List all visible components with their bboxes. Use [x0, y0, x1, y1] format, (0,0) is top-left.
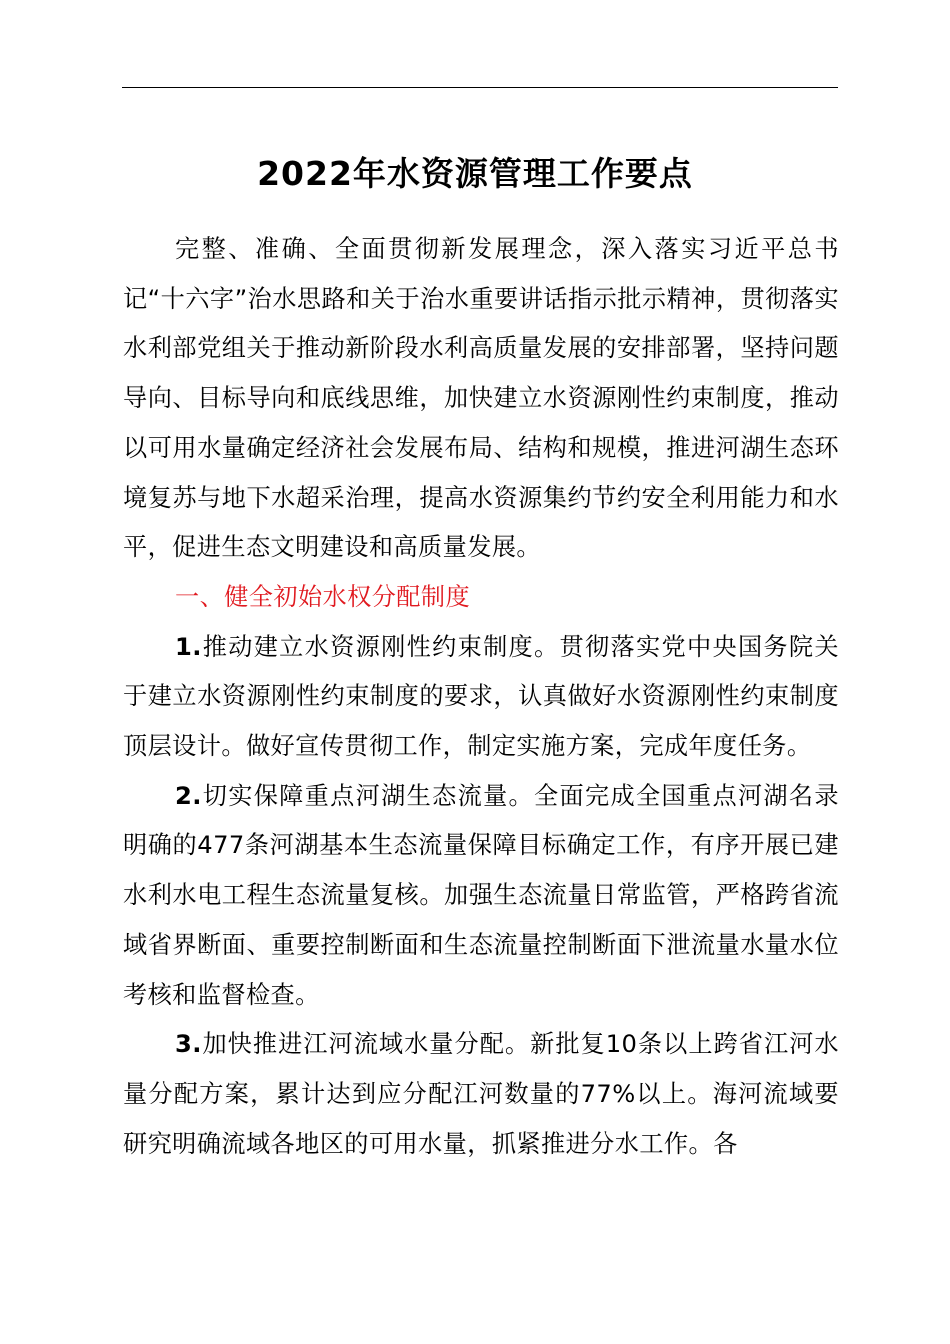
- document-title: 2022年水资源管理工作要点: [257, 154, 693, 193]
- item-number: 2.: [175, 781, 202, 810]
- document-body: [123, 225, 839, 1169]
- item-text: 切实保障重点河湖生态流量。全面完成全国重点河湖名录明确的477条河湖基本生态流量保障目标确定工作，有序开展已建水利水电工程生态流量复核。加强生态流量日常监管，严格跨省流域省界断面、重要控制断面和生态流量控制断面下泄流量水量水位考核和监督检查。: [123, 781, 839, 1009]
- list-item: [123, 623, 839, 772]
- item-number: 3.: [175, 1030, 202, 1059]
- list-item: [123, 772, 839, 1021]
- item-number: 1.: [175, 632, 202, 661]
- list-item: [123, 1020, 839, 1169]
- intro-paragraph: 完整、准确、全面贯彻新发展理念，深入落实习近平总书记“十六字”治水思路和关于治水重要讲话指示批示精神，贯彻落实水利部党组关于推动新阶段水利高质量发展的安排部署，坚持问题导向、目标导向和底线思维，加快建立水资源刚性约束制度，推动以可用水量确定经济社会发展布局、结构和规模，推进河湖生态环境复苏与地下水超采治理，提高水资源集约节约安全利用能力和水平，促进生态文明建设和高质量发展。: [123, 235, 839, 562]
- header-rule: [122, 87, 838, 88]
- section-heading: 一、健全初始水权分配制度: [175, 582, 471, 611]
- item-text: 加快推进江河流域水量分配。新批复10条以上跨省江河水量分配方案，累计达到应分配江河数量的77%以上。海河流域要研究明确流域各地区的可用水量，抓紧推进分水工作。各: [123, 1030, 839, 1158]
- item-text: 推动建立水资源刚性约束制度。贯彻落实党中央国务院关于建立水资源刚性约束制度的要求，认真做好水资源刚性约束制度顶层设计。做好宣传贯彻工作，制定实施方案，完成年度任务。: [123, 632, 839, 761]
